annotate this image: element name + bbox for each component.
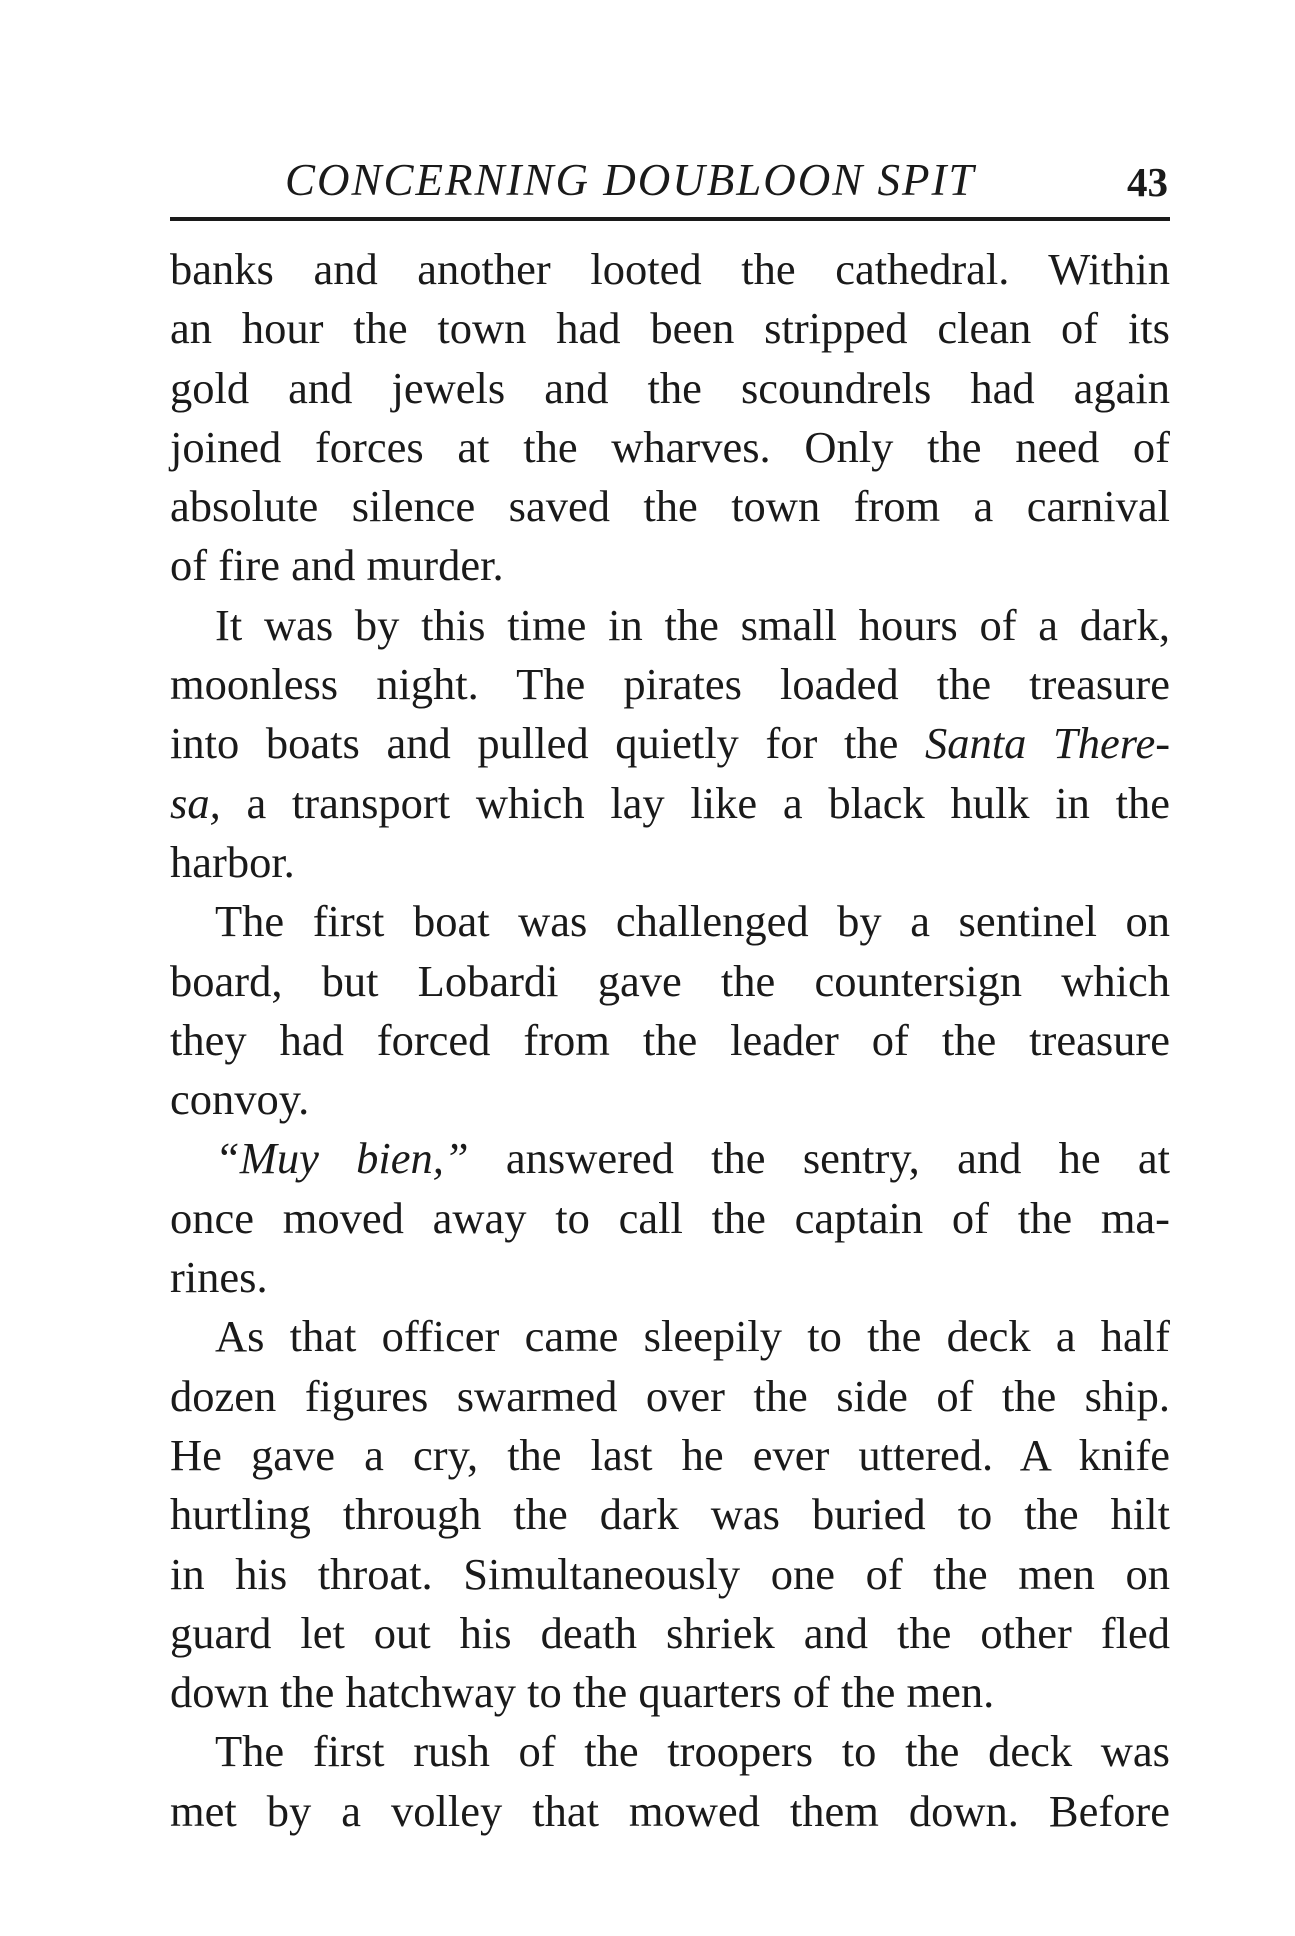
text-line: board, but Lobardi gave the countersign which <box>170 955 1170 1006</box>
text-line: gold and jewels and the scoundrels had again <box>170 362 1170 413</box>
text-line: they had forced from the leader of the treasure <box>170 1014 1170 1065</box>
spanish-phrase: “Muy bien,” <box>215 1133 469 1184</box>
paragraph <box>170 1307 1170 1722</box>
text-line: joined forces at the wharves. Only the need of <box>170 421 1170 472</box>
text-line: moonless night. The pirates loaded the treasure <box>170 659 1170 710</box>
text-line: convoy. <box>170 1074 310 1125</box>
text-segment: a transport which lay like a black hulk in the <box>246 777 1170 828</box>
text-line: The first rush of the troopers to the deck was <box>215 1726 1170 1777</box>
text-line: hurtling through the dark was buried to the hilt <box>170 1489 1170 1540</box>
text-line <box>170 714 1170 773</box>
text-line: an hour the town had been stripped clean of its <box>170 303 1170 354</box>
text-line: once moved away to call the captain of the ma- <box>170 1192 1170 1243</box>
paragraph <box>170 1129 1170 1307</box>
text-line: in his throat. Simultaneously one of the men on <box>170 1548 1170 1599</box>
text-line: banks and another looted the cathedral. Within <box>170 244 1170 294</box>
text-line: of fire and murder. <box>170 540 504 591</box>
header-rule <box>170 217 1170 221</box>
paragraph <box>170 1722 1170 1841</box>
text-line <box>170 1129 1170 1188</box>
text-line: harbor. <box>170 836 295 887</box>
ship-name: Santa There- <box>925 718 1171 769</box>
ship-name: sa, <box>170 777 221 828</box>
text-line <box>170 774 1170 833</box>
text-segment: answered the sentry, and he at <box>505 1133 1171 1184</box>
paragraph <box>170 892 1170 1129</box>
text-line: met by a volley that mowed them down. Before <box>170 1785 1170 1836</box>
page-number: 43 <box>1127 159 1168 205</box>
text-line: guard let out his death shriek and the other fled <box>170 1607 1170 1658</box>
text-line: absolute silence saved the town from a carnival <box>170 481 1170 532</box>
text-line: rines. <box>170 1252 268 1303</box>
paragraph <box>170 596 1170 892</box>
text-line: down the hatchway to the quarters of the men. <box>170 1667 995 1718</box>
text-line: As that officer came sleepily to the deck a half <box>215 1311 1170 1362</box>
running-title: CONCERNING DOUBLOON SPIT <box>285 155 976 205</box>
text-line: The first boat was challenged by a sentinel on <box>215 896 1170 947</box>
running-head <box>170 150 1170 210</box>
text-segment: into boats and pulled quietly for the <box>170 718 899 769</box>
text-line: He gave a cry, the last he ever uttered. A knife <box>170 1429 1170 1480</box>
body-text <box>170 240 1170 1841</box>
text-line: It was by this time in the small hours of a dark, <box>215 599 1170 650</box>
text-line: dozen figures swarmed over the side of the ship. <box>170 1370 1170 1421</box>
paragraph <box>170 240 1170 596</box>
